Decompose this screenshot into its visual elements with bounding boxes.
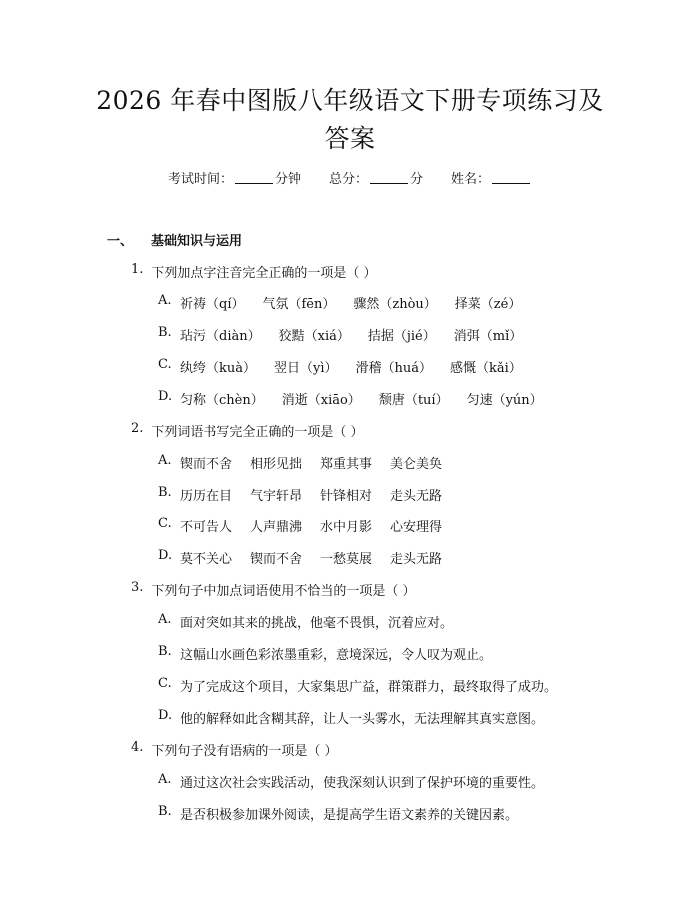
name-label: 姓名： <box>451 172 491 187</box>
option-item: 颓唐（tuí） <box>378 393 449 408</box>
option-item: 气氛（fēn） <box>262 297 336 312</box>
option <box>158 644 492 663</box>
option <box>158 516 442 535</box>
option-item: 郑重其事 <box>320 457 373 472</box>
question <box>131 262 377 281</box>
question-number: 4. <box>131 740 144 755</box>
question-text: 下列句子中加点词语使用不恰当的一项是（ ） <box>151 584 416 599</box>
option <box>158 293 521 312</box>
option <box>158 453 442 472</box>
question-number: 2. <box>131 421 144 436</box>
option-item: 拮据（jié） <box>367 329 436 344</box>
option-item: 水中月影 <box>320 520 373 535</box>
time-unit: 分钟 <box>274 172 301 187</box>
question <box>131 740 338 759</box>
option-item: 走头无路 <box>390 489 443 504</box>
name-blank <box>492 171 530 184</box>
section-title: 基础知识与运用 <box>151 234 243 249</box>
option <box>158 676 557 695</box>
option-item: 锲而不舍 <box>250 552 303 567</box>
option-letter: A. <box>158 293 172 308</box>
option-letter: C. <box>158 357 172 372</box>
exam-info-row <box>0 168 700 187</box>
option-item: 祈祷（qí） <box>180 297 245 312</box>
option-item: 针锋相对 <box>320 489 373 504</box>
option-item: 相形见拙 <box>250 457 303 472</box>
option-item: 不可告人 <box>180 520 233 535</box>
question-text: 下列加点字注音完全正确的一项是（ ） <box>151 266 377 281</box>
option-letter: B. <box>158 485 172 500</box>
score-unit: 分 <box>410 172 424 187</box>
option-item: 消逝（xiāo） <box>281 393 361 408</box>
option-item: 历历在目 <box>180 489 233 504</box>
option-item: 人声鼎沸 <box>250 520 303 535</box>
option <box>158 612 453 631</box>
option-item: 美仑美奂 <box>390 457 443 472</box>
score-blank <box>370 171 408 184</box>
option-letter: C. <box>158 676 172 691</box>
option-text: 面对突如其来的挑战，他毫不畏惧，沉着应对。 <box>180 616 454 631</box>
option-letter: B. <box>158 804 172 819</box>
score-label: 总分： <box>328 172 368 187</box>
name-field <box>451 168 532 187</box>
option <box>158 485 442 504</box>
question-text: 下列句子没有语病的一项是（ ） <box>151 744 338 759</box>
option-item: 心安理得 <box>390 520 443 535</box>
option-item: 纨绔（kuà） <box>180 361 257 376</box>
option-letter: B. <box>158 644 172 659</box>
option-text: 为了完成这个项目，大家集思广益，群策群力，最终取得了成功。 <box>180 680 558 695</box>
time-blank <box>235 171 273 184</box>
option-text: 他的解释如此含糊其辞，让人一头雾水，无法理解其真实意图。 <box>180 712 545 727</box>
option-item: 狡黠（xiá） <box>278 329 350 344</box>
option-text: 这幅山水画色彩浓墨重彩，意境深远，令人叹为观止。 <box>180 648 493 663</box>
page-title <box>80 82 620 158</box>
option <box>158 325 522 344</box>
option-text: 通过这次社会实践活动，使我深刻认识到了保护环境的重要性。 <box>180 776 545 791</box>
section-number: 一、 <box>107 234 134 249</box>
option-item: 滑稽（huá） <box>355 361 433 376</box>
option-item: 锲而不舍 <box>180 457 233 472</box>
option-text: 是否积极参加课外阅读，是提高学生语文素养的关键因素。 <box>180 808 519 823</box>
time-label: 考试时间： <box>167 172 233 187</box>
question <box>131 580 416 599</box>
option-letter: A. <box>158 453 172 468</box>
option <box>158 548 442 567</box>
option <box>158 357 522 376</box>
question <box>131 421 364 440</box>
title-line-2: 答案 <box>324 124 376 153</box>
option-item: 骤然（zhòu） <box>353 297 437 312</box>
option-item: 玷污（diàn） <box>180 329 261 344</box>
section-heading <box>107 230 242 249</box>
time-field <box>168 168 301 187</box>
question-number: 1. <box>131 262 144 277</box>
option-item: 气宇轩昂 <box>250 489 303 504</box>
option-letter: D. <box>158 548 173 563</box>
option <box>158 772 544 791</box>
option-letter: A. <box>158 612 172 627</box>
option-item: 匀称（chèn） <box>180 393 264 408</box>
option-item: 走头无路 <box>390 552 443 567</box>
option-item: 匀速（yún） <box>466 393 543 408</box>
option-letter: C. <box>158 516 172 531</box>
option-item: 消弭（mǐ） <box>453 329 523 344</box>
question-text: 下列词语书写完全正确的一项是（ ） <box>151 425 364 440</box>
score-field <box>329 168 423 187</box>
option-item: 一愁莫展 <box>320 552 373 567</box>
option-item: 莫不关心 <box>180 552 233 567</box>
option <box>158 389 543 408</box>
option <box>158 804 518 823</box>
option <box>158 708 544 727</box>
option-letter: D. <box>158 389 173 404</box>
option-letter: B. <box>158 325 172 340</box>
option-item: 翌日（yì） <box>274 361 338 376</box>
option-letter: D. <box>158 708 173 723</box>
question-number: 3. <box>131 580 144 595</box>
title-line-1: 2026 年春中图版八年级语文下册专项练习及 <box>96 86 604 115</box>
option-item: 感慨（kǎi） <box>450 361 522 376</box>
option-item: 择菜（zé） <box>454 297 522 312</box>
option-letter: A. <box>158 772 172 787</box>
